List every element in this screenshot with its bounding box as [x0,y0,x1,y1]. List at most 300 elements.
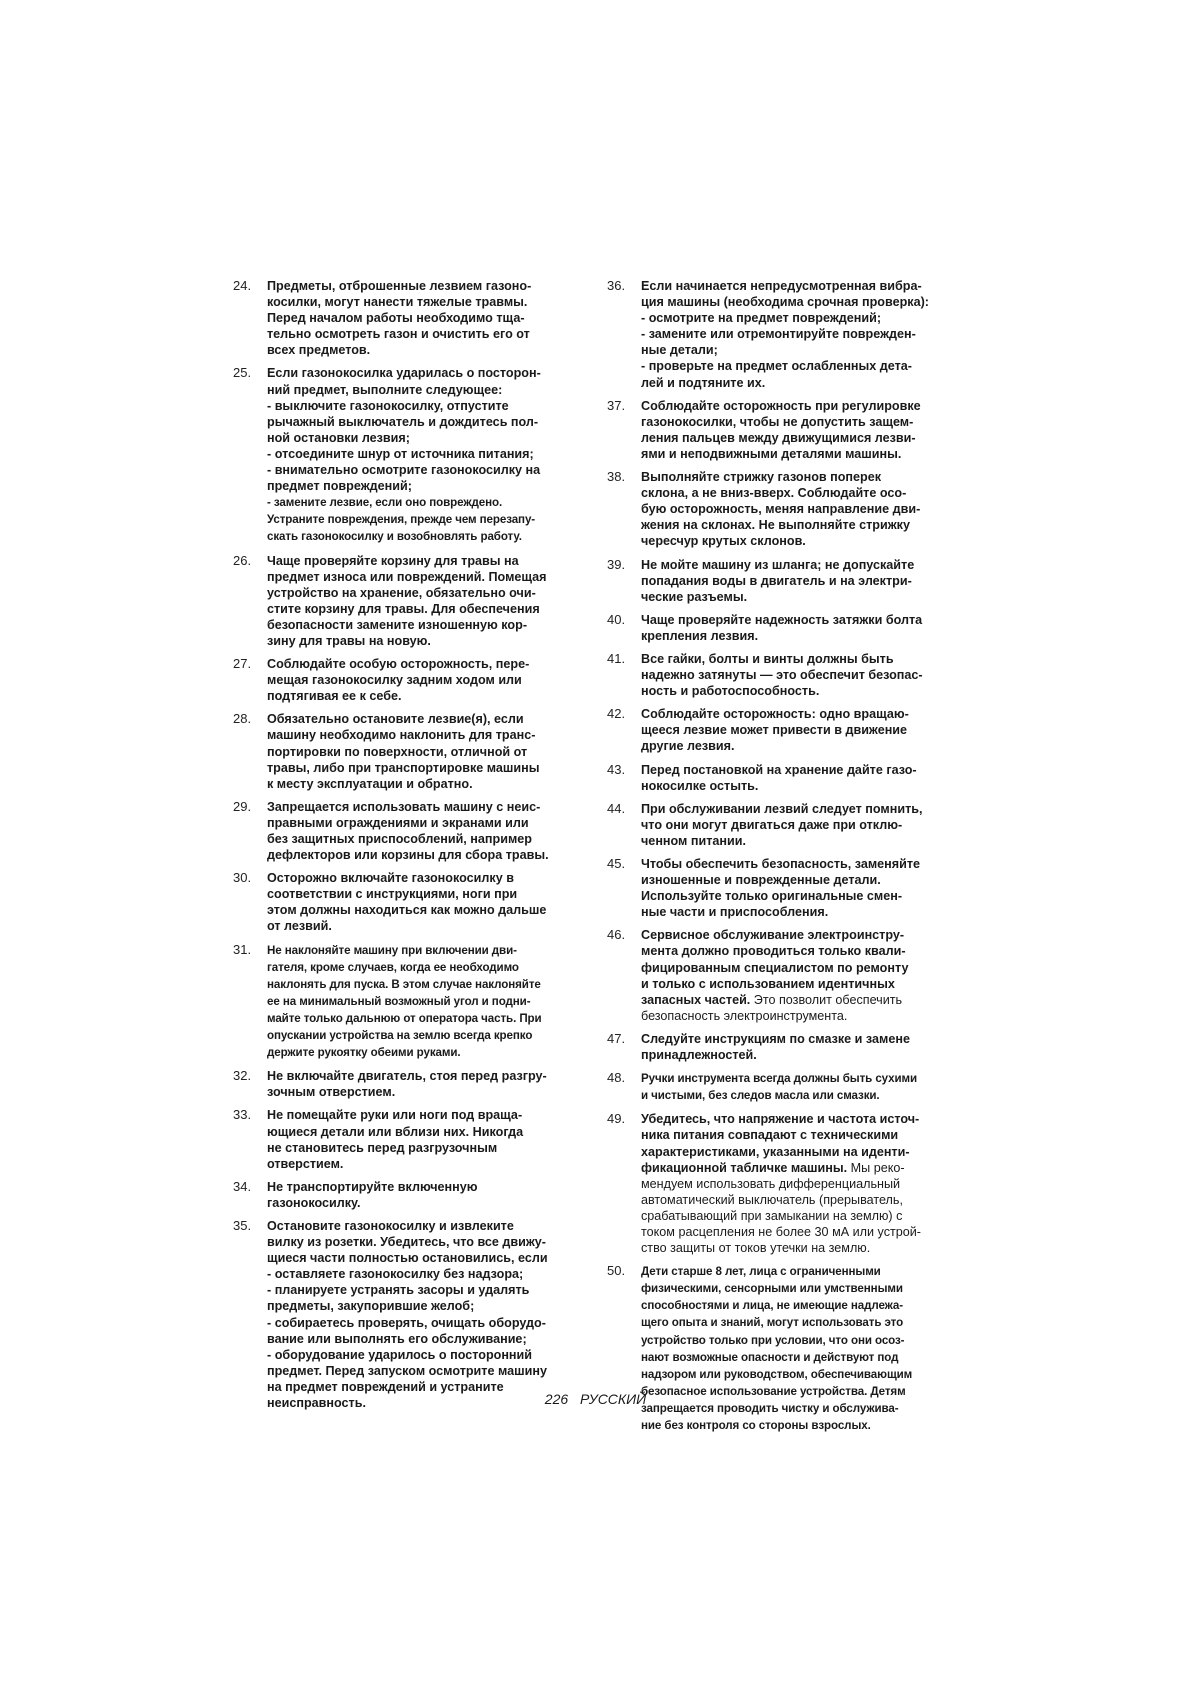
text-line [641,326,962,342]
text-run: ные детали; [641,343,718,358]
text-line [641,310,962,326]
text-run: тельно осмотреть газон и очистить его от [267,327,530,342]
text-line [641,1297,962,1314]
list-item [607,651,962,699]
text-line [267,617,588,633]
text-run: током расцепления не более 30 мА или устрой- [641,1224,921,1239]
text-run: стите корзину для травы. Для обеспечения [267,601,540,616]
text-line [267,398,588,414]
text-run: лей и подтяните их. [641,375,766,390]
text-run: этом должны находиться как можно дальше [267,903,547,918]
text-run: и только с использованием идентичных [641,976,895,991]
text-run: Соблюдайте осторожность: одно вращаю- [641,707,909,722]
item-number: 47. [607,1030,626,1046]
text-run: щего опыта и знаний, могут использовать это [641,1316,904,1330]
text-run: изношенные и поврежденные детали. [641,873,881,888]
text-line [267,414,588,430]
text-run: газонокосилки, чтобы не допустить защем- [641,414,914,429]
item-number: 39. [607,556,626,572]
text-line [267,886,588,902]
text-run: нают возможные опасности и действуют под [641,1350,899,1364]
text-run: неисправность. [267,1396,366,1410]
item-text [641,1070,962,1104]
text-line [641,706,962,722]
text-run: опускании устройства на землю всегда крепко [267,1029,533,1043]
item-number: 40. [607,611,626,627]
text-line [267,1140,588,1156]
text-run: щиеся части полностью остановились, если [267,1251,548,1266]
page-footer [0,1391,1191,1407]
text-line [641,1263,962,1280]
text-line [267,585,588,601]
item-number: 48. [607,1070,626,1086]
item-text [267,870,588,934]
text-run: Не включайте двигатель, стоя перед разгру- [267,1069,547,1084]
item-text [641,557,962,605]
list-item [607,1031,962,1063]
text-run: зочным отверстием. [267,1085,396,1100]
text-run: Чтобы обеспечить безопасность, заменяйте [641,857,921,871]
list-item [607,612,962,644]
text-run: Запрещается использовать машину с неис- [267,799,541,814]
text-line [641,943,962,959]
text-run: срабатывающий при замыкании на землю) с [641,1208,903,1223]
item-number: 28. [233,711,252,727]
text-line [641,722,962,738]
text-run: жения на склонах. Не выполняйте стрижку [641,518,910,533]
text-run: Чаще проверяйте надежность затяжки болта [641,612,923,627]
text-line [267,918,588,934]
text-run: Не транспортируйте включенную [267,1179,478,1194]
text-run: рычажный выключатель и дождитесь пол- [267,414,539,429]
item-number: 50. [607,1263,626,1279]
list-item [233,365,588,545]
text-run: Обязательно остановите лезвие(я), если [267,712,524,727]
list-item [607,856,962,920]
text-line [267,365,588,381]
item-number: 24. [233,278,252,293]
text-line [267,799,588,815]
text-run: характеристиками, указанными на иденти- [641,1144,910,1159]
text-line [267,511,588,528]
list-item [233,1179,588,1211]
text-run: Если начинается непредусмотренная вибра- [641,279,922,293]
text-line [267,847,588,863]
text-line [267,993,588,1010]
text-line [267,870,588,886]
item-text [641,801,962,849]
text-run: ями и неподвижными деталями машины. [641,446,902,461]
item-number: 31. [233,941,252,957]
text-run: предмет износа или повреждений. Помещая [267,569,547,584]
text-line [641,833,962,849]
text-line [267,1250,588,1266]
text-line [267,727,588,743]
item-text [267,1218,588,1411]
text-line [267,278,588,294]
text-line [641,485,962,501]
text-line [641,856,962,872]
text-run: устройство только при условии, что они осоз- [641,1333,905,1347]
text-line [641,927,962,943]
text-run: мента должно проводиться только квали- [641,944,906,959]
text-run: мендуем использовать дифференциальный [641,1176,901,1191]
text-line [267,711,588,727]
text-run: Перед постановкой на хранение дайте газо- [641,762,917,777]
item-number: 35. [233,1217,252,1233]
text-line [267,902,588,918]
text-line [267,1068,588,1084]
text-line [641,1192,962,1208]
text-line [641,738,962,754]
text-line [267,601,588,617]
text-line [267,462,588,478]
text-line [267,1298,588,1314]
text-line [267,446,588,462]
text-run: - осмотрите на предмет повреждений; [641,311,882,326]
text-run: предмет. Перед запуском осмотрите машину [267,1363,547,1378]
list-item [607,801,962,849]
item-text [641,856,962,920]
text-run: фицированным специалистом по ремонту [641,960,909,975]
text-run: Используйте только оригинальные смен- [641,889,903,904]
text-line [641,1280,962,1297]
text-line [267,760,588,776]
list-item [607,1263,962,1434]
text-line [641,992,962,1008]
list-item [607,762,962,794]
text-run: зину для травы на новую. [267,633,431,648]
text-line [641,612,962,628]
text-line [267,1218,588,1234]
text-run: Осторожно включайте газонокосилку в [267,871,514,886]
text-run: ющиеся детали или вблизи них. Никогда [267,1124,524,1139]
item-number: 49. [607,1111,626,1127]
text-run: не становитесь перед разгрузочным [267,1140,498,1155]
text-line [641,976,962,992]
text-line [641,1314,962,1331]
text-run: нокосилке остыть. [641,778,759,793]
text-line [267,1331,588,1347]
item-number: 45. [607,856,626,871]
text-run: всех предметов. [267,343,371,358]
text-run: попадания воды в двигатель и на электри- [641,573,912,588]
text-run: Остановите газонокосилку и извлеките [267,1218,514,1233]
text-run: физическими, сенсорными или умственными [641,1282,903,1296]
item-number: 30. [233,870,252,886]
text-run: - замените лезвие, если оно повреждено. [267,496,503,510]
item-number: 37. [607,397,626,413]
item-text [267,553,588,650]
item-number: 26. [233,552,252,568]
item-number: 32. [233,1068,252,1084]
text-run: портировки по поверхности, отличной от [267,744,528,759]
item-number: 44. [607,800,626,816]
text-line [641,1008,962,1024]
text-run: Предметы, отброшенные лезвием газоно- [267,279,532,293]
text-run: дефлекторов или корзины для сбора травы. [267,848,549,863]
text-line [267,478,588,494]
text-line [641,651,962,667]
text-line [641,1349,962,1366]
item-number: 29. [233,798,252,814]
item-number: 46. [607,927,626,943]
text-run: склона, а не вниз-вверх. Соблюдайте осо- [641,486,907,501]
text-run: что они могут двигаться даже при отклю- [641,817,903,832]
item-text [641,927,962,1024]
text-line [641,430,962,446]
text-run: чересчур крутых склонов. [641,534,806,549]
text-line [267,310,588,326]
item-text [641,762,962,794]
text-line [641,294,962,310]
text-line [267,569,588,585]
text-run: ция машины (необходима срочная проверка): [641,295,929,310]
right-column [607,278,962,1441]
text-run: отверстием. [267,1156,344,1171]
text-run: Дети старше 8 лет, лица с ограниченными [641,1265,881,1279]
text-line [267,342,588,358]
text-run: Соблюдайте особую осторожность, пере- [267,657,530,672]
text-run: безопасности замените изношенную кор- [267,617,528,632]
text-line [267,776,588,792]
item-text [641,1031,962,1063]
item-text [641,1263,962,1434]
text-run: ника питания совпадают с техническими [641,1128,899,1143]
text-line [641,1366,962,1383]
list-item [233,1107,588,1171]
text-line [267,672,588,688]
text-line [641,469,962,485]
text-line [641,762,962,778]
text-run: устройство на хранение, обязательно очи- [267,585,536,600]
text-run: соответствии с инструкциями, ноги при [267,887,518,902]
list-item [233,942,588,1062]
text-line [267,326,588,342]
item-text [267,711,588,791]
text-line [267,1179,588,1195]
text-line [641,278,962,294]
text-run: Чаще проверяйте корзину для травы на [267,553,519,568]
text-run: - оставляете газонокосилку без надзора; [267,1267,524,1282]
text-run: без защитных приспособлений, например [267,832,532,846]
text-line [641,573,962,589]
text-line [267,976,588,993]
text-line [641,1240,962,1256]
text-run: наклонять для пуска. В этом случае наклоняйте [267,977,541,991]
text-line [267,1315,588,1331]
text-run: запасных частей. [641,992,751,1007]
text-run: ний предмет, выполните следующее: [267,382,503,397]
item-text [267,1068,588,1100]
text-run: - выключите газонокосилку, отпустите [267,398,509,413]
item-text [641,706,962,754]
text-line [641,342,962,358]
text-run: - замените или отремонтируйте поврежден- [641,327,916,342]
text-run: косилки, могут нанести тяжелые травмы. [267,295,528,310]
item-text [267,278,588,358]
text-line [267,633,588,649]
text-line [267,430,588,446]
text-run: скать газонокосилку и возобновлять работу. [267,530,522,544]
text-run: фикационной табличке машины. [641,1160,848,1175]
text-run: Устраните повреждения, прежде чем перезапу- [267,513,536,527]
text-run: мещая газонокосилку задним ходом или [267,673,522,688]
text-line [641,1031,962,1047]
item-text [641,278,962,391]
list-item [233,870,588,934]
text-run: Не наклоняйте машину при включении дви- [267,943,517,957]
text-run: другие лезвия. [641,739,735,754]
text-line [641,1070,962,1087]
item-text [267,656,588,704]
text-run: - оборудование ударилось о посторонний [267,1347,533,1362]
text-run: предмет повреждений; [267,479,412,494]
item-number: 27. [233,656,252,672]
list-item [233,278,588,358]
text-line [641,872,962,888]
list-item [233,1068,588,1100]
text-run: Сервисное обслуживание электроинстру- [641,928,905,943]
item-text [641,398,962,462]
item-number: 43. [607,761,626,777]
text-line [641,398,962,414]
text-line [267,1195,588,1211]
text-line [267,1266,588,1282]
item-text [267,799,588,863]
text-run: принадлежностей. [641,1048,757,1063]
text-line [641,1111,962,1127]
text-run: При обслуживании лезвий следует помнить, [641,801,923,816]
text-run: травы, либо при транспортировке машины [267,760,540,775]
list-item [607,557,962,605]
text-line [267,744,588,760]
text-line [641,414,962,430]
text-run: ной остановки лезвия; [267,430,410,445]
text-line [267,1282,588,1298]
text-line [267,382,588,398]
text-line [641,501,962,517]
text-run-tail: Это позволит обеспечить [750,992,903,1007]
text-line [267,494,588,511]
text-run: Если газонокосилка ударилась о посторон- [267,366,541,381]
item-text [641,469,962,549]
text-run: от лезвий. [267,919,332,934]
text-run: ее на минимальный возможный угол и подни- [267,994,531,1008]
text-run: ные части и приспособления. [641,905,829,920]
item-text [641,612,962,644]
item-text [267,365,588,545]
text-line [267,1010,588,1027]
text-run: щееся лезвие может привести в движение [641,723,908,738]
text-line [641,667,962,683]
text-run: безопасное использование устройства. Детям [641,1384,906,1398]
text-run-tail: Мы реко- [847,1160,905,1175]
text-run: гателя, кроме случаев, когда ее необходимо [267,960,519,974]
text-run: Соблюдайте осторожность при регулировке [641,398,921,413]
text-line [267,294,588,310]
text-line [267,1234,588,1250]
text-run: - отсоедините шнур от источника питания; [267,446,534,461]
text-run: - проверьте на предмет ослабленных дета- [641,359,912,374]
list-item [607,278,962,391]
text-run: подтягивая ее к себе. [267,689,402,704]
text-line [641,589,962,605]
text-run: - собираетесь проверять, очищать оборудо- [267,1315,546,1330]
text-run: ние без контроля со стороны взрослых. [641,1419,871,1432]
text-line [641,683,962,699]
item-number: 34. [233,1178,252,1194]
text-line [267,1044,588,1061]
text-line [267,1124,588,1140]
text-line [641,817,962,833]
text-line [641,960,962,976]
list-item [607,469,962,549]
list-item [607,398,962,462]
text-line [267,1084,588,1100]
text-run: Следуйте инструкциям по смазке и замене [641,1031,910,1046]
text-line [267,1347,588,1363]
text-line [267,1156,588,1172]
text-line [267,959,588,976]
text-line [267,1363,588,1379]
text-line [641,778,962,794]
text-run: безопасность электроинструмента. [641,1008,848,1023]
text-run: автоматический выключатель (прерыватель, [641,1192,903,1207]
text-line [267,553,588,569]
text-line [641,1208,962,1224]
text-line [267,942,588,959]
text-line [267,656,588,672]
text-run: Выполняйте стрижку газонов поперек [641,470,882,485]
text-line [641,358,962,374]
text-run: правными ограждениями и экранами или [267,815,529,830]
text-line [641,533,962,549]
text-line [641,1127,962,1143]
item-text [267,942,588,1062]
text-line [641,1087,962,1104]
list-item [233,1218,588,1411]
text-line [641,904,962,920]
page-language: РУССКИЙ [580,1391,647,1407]
text-run: держите рукоятку обеими руками. [267,1046,461,1060]
list-item [607,927,962,1024]
item-number: 41. [607,650,626,666]
item-text [641,1111,962,1256]
list-item [233,711,588,791]
text-run: Все гайки, болты и винты должны быть [641,651,894,666]
text-line [267,688,588,704]
text-line [641,1144,962,1160]
page-number: 226 [544,1391,569,1407]
list-item [607,706,962,754]
text-run: Не помещайте руки или ноги под враща- [267,1108,523,1123]
item-number: 42. [607,706,626,722]
text-run: машину необходимо наклонить для транс- [267,728,536,743]
item-text [267,1179,588,1211]
text-run: на предмет повреждений и устраните [267,1379,504,1394]
text-line [641,801,962,817]
list-item [233,656,588,704]
text-run: Не мойте машину из шланга; не допускайте [641,557,915,572]
text-run: ство защиты от токов утечки на землю. [641,1241,871,1256]
text-line [641,888,962,904]
text-line [641,1176,962,1192]
list-item [233,799,588,863]
text-run: запрещается проводить чистку и обслужива- [641,1401,899,1415]
text-run: надежно затянуты — это обеспечит безопас- [641,668,923,683]
text-line [641,517,962,533]
